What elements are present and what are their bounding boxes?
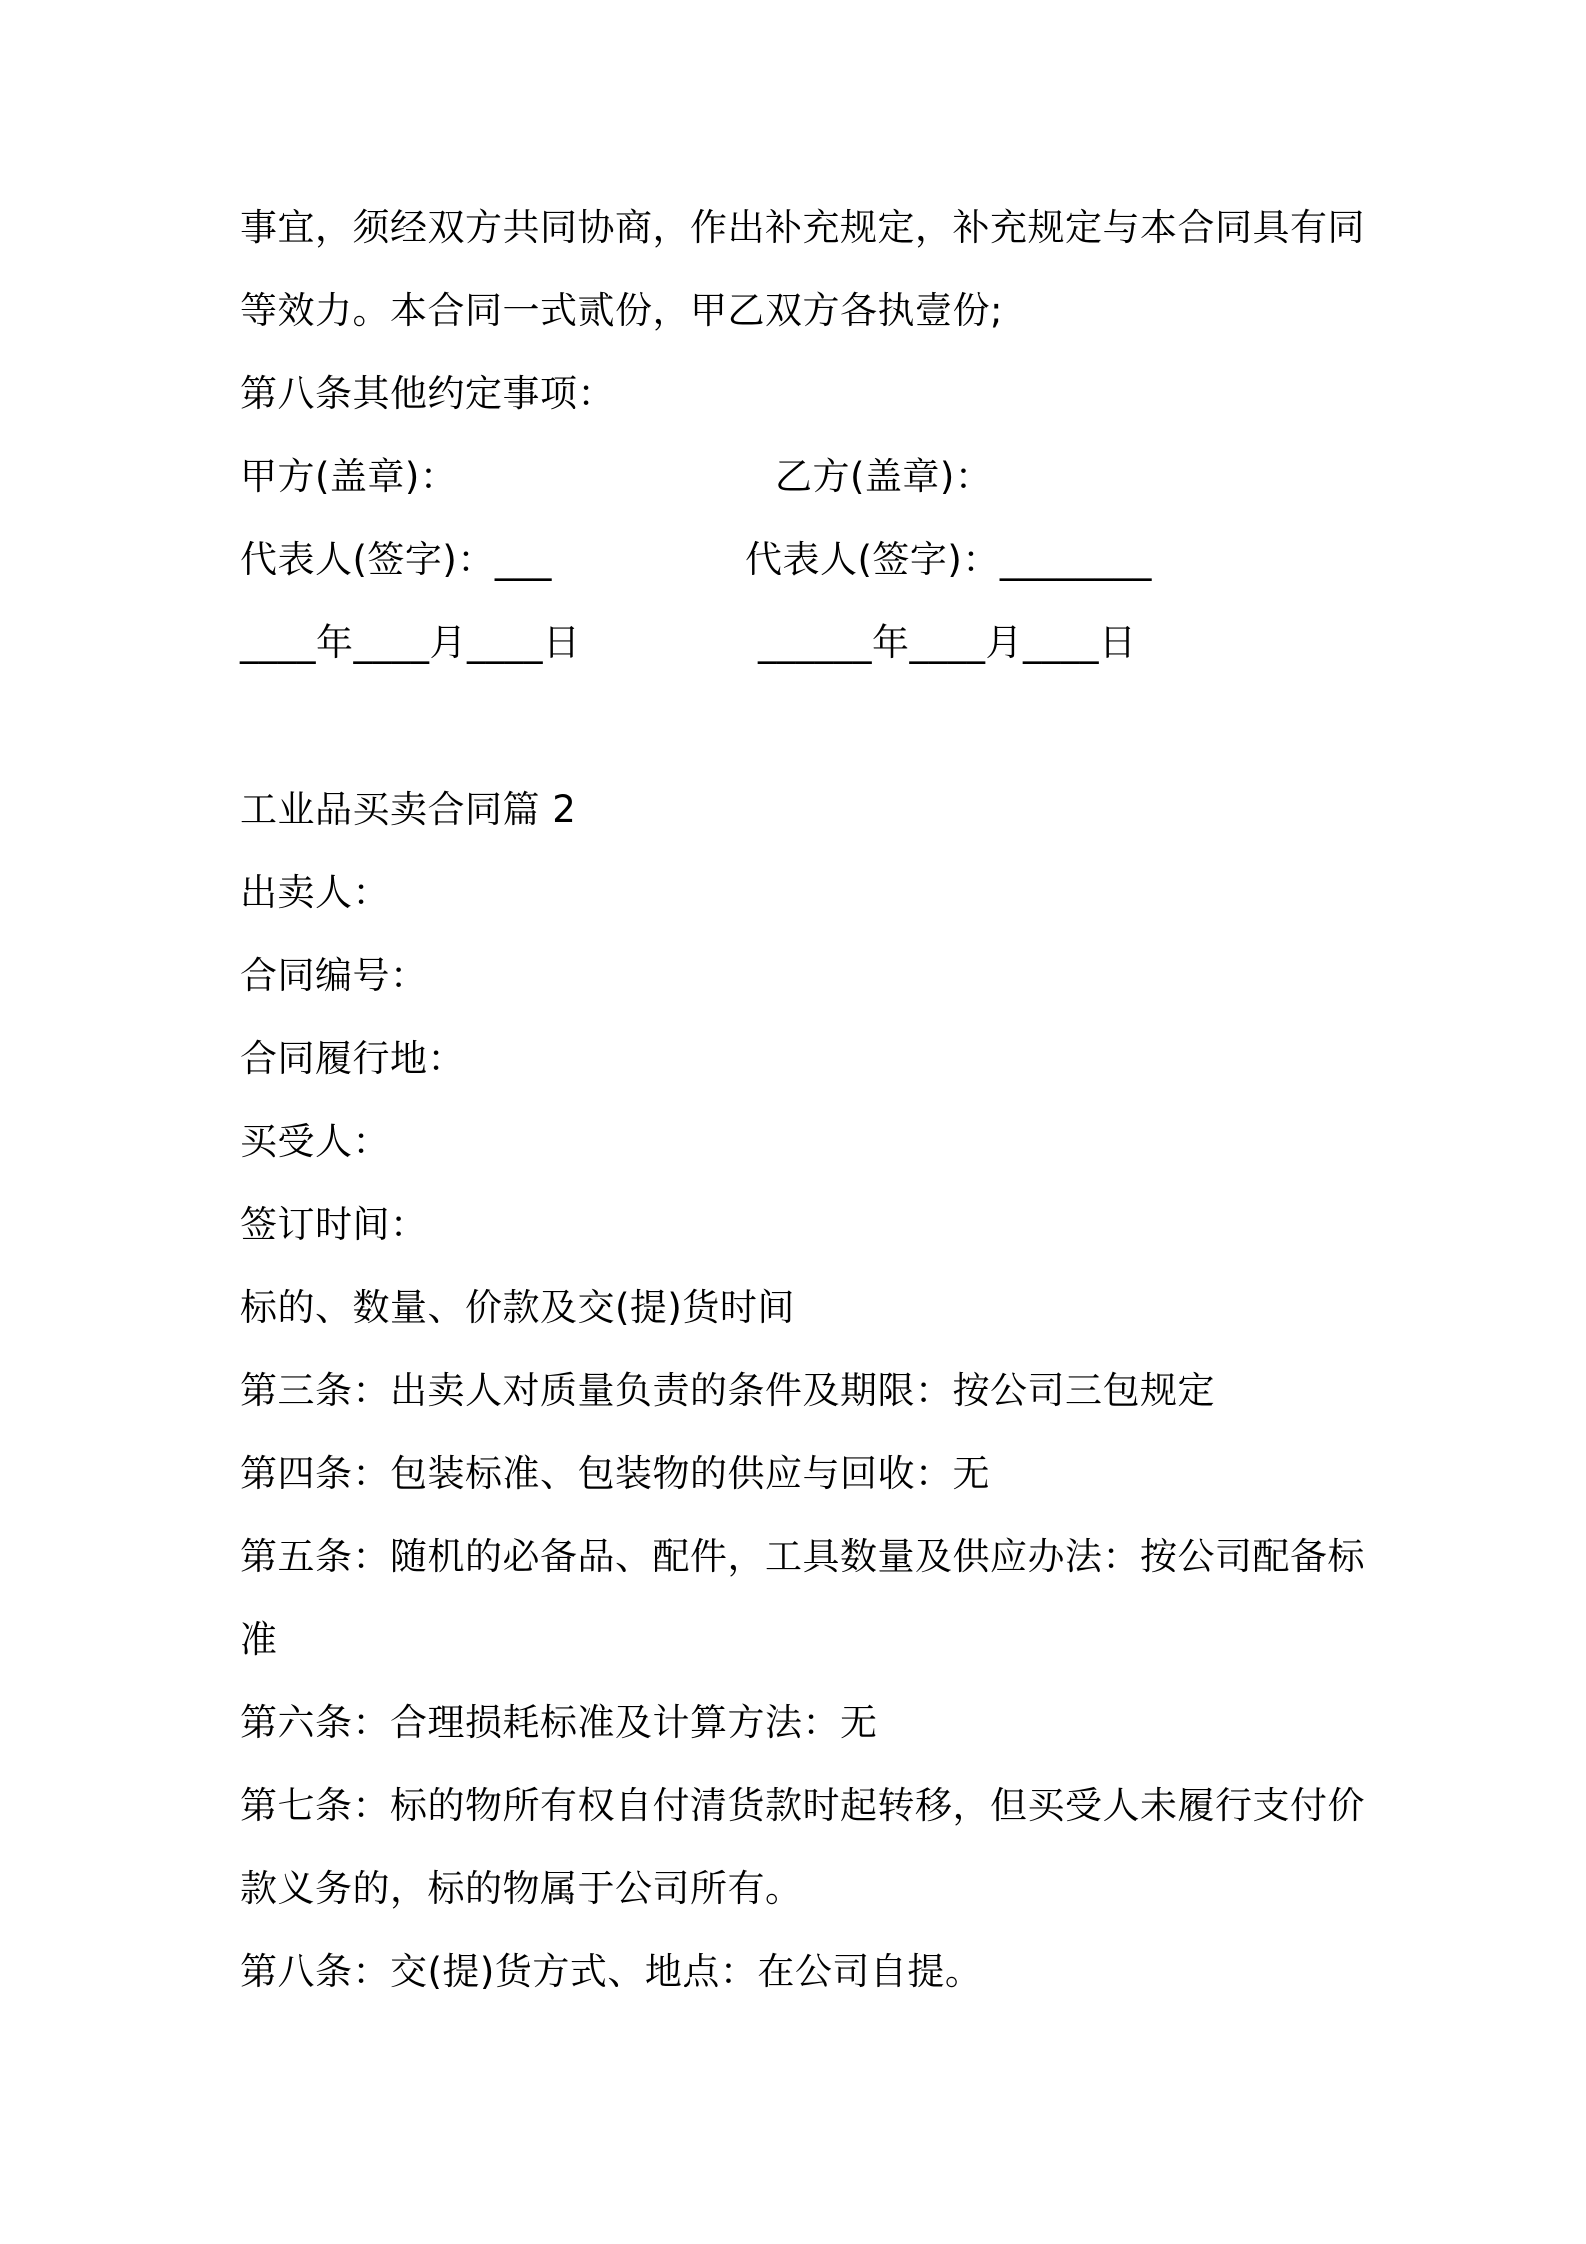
field-seller: 出卖人： <box>240 871 390 914</box>
field-sign-time: 签订时间： <box>240 1203 428 1246</box>
clause-3: 第三条：出卖人对质量负责的条件及期限：按公司三包规定 <box>240 1369 1215 1412</box>
representative-row <box>240 535 1360 585</box>
clause-7: 第七条：标的物所有权自付清货款时起转移，但买受人未履行支付价 <box>240 1784 1365 1827</box>
party-b-date: ______年____月____日 <box>758 621 1137 664</box>
party-b-representative: 代表人(签字)：________ <box>745 538 1152 581</box>
date-row <box>240 618 1360 668</box>
clause-7-continuation: 款义务的，标的物属于公司所有。 <box>240 1867 803 1910</box>
party-a-representative: 代表人(签字)：___ <box>240 538 552 581</box>
paragraph-line: 事宜，须经双方共同协商，作出补充规定，补充规定与本合同具有同 <box>240 206 1365 249</box>
party-a-seal: 甲方(盖章)： <box>240 455 458 498</box>
field-buyer: 买受人： <box>240 1120 390 1163</box>
subject-heading: 标的、数量、价款及交(提)货时间 <box>240 1286 795 1329</box>
clause-heading: 第八条其他约定事项： <box>240 372 615 415</box>
clause-5-continuation: 准 <box>240 1618 278 1661</box>
clause-4: 第四条：包装标准、包装物的供应与回收：无 <box>240 1452 990 1495</box>
section-title: 工业品买卖合同篇 2 <box>240 788 577 831</box>
paragraph-line: 等效力。本合同一式贰份，甲乙双方各执壹份; <box>240 289 1003 332</box>
clause-5: 第五条：随机的必备品、配件，工具数量及供应办法：按公司配备标 <box>240 1535 1365 1578</box>
seal-row <box>240 452 1360 502</box>
field-contract-number: 合同编号： <box>240 954 428 997</box>
clause-8: 第八条：交(提)货方式、地点：在公司自提。 <box>240 1950 983 1993</box>
party-a-date: ____年____月____日 <box>240 621 581 664</box>
party-b-seal: 乙方(盖章)： <box>775 455 993 498</box>
clause-6: 第六条：合理损耗标准及计算方法：无 <box>240 1701 878 1744</box>
field-performance-place: 合同履行地： <box>240 1037 465 1080</box>
